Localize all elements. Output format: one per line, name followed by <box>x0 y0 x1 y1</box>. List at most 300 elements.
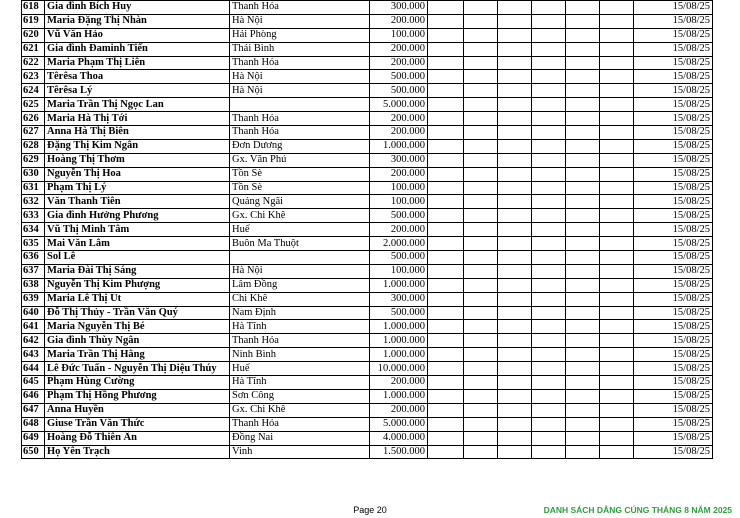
page-number: Page 20 <box>353 505 387 515</box>
donor-place: Hà Tĩnh <box>230 320 370 334</box>
empty-cell <box>464 264 498 278</box>
empty-cell <box>498 348 532 362</box>
empty-cell <box>600 292 634 306</box>
donation-date: 15/08/25 <box>634 139 713 153</box>
donation-amount: 200.000 <box>370 112 428 126</box>
empty-cell <box>498 56 532 70</box>
empty-cell <box>566 320 600 334</box>
empty-cell <box>532 445 566 459</box>
empty-cell <box>600 237 634 251</box>
empty-cell <box>464 251 498 265</box>
donation-amount: 1.000.000 <box>370 278 428 292</box>
empty-cell <box>532 389 566 403</box>
donation-date: 15/08/25 <box>634 167 713 181</box>
table-row <box>22 334 713 348</box>
donor-name: Gia đình Hưởng Phương <box>45 209 230 223</box>
empty-cell <box>498 223 532 237</box>
table-row <box>22 126 713 140</box>
empty-cell <box>498 112 532 126</box>
empty-cell <box>566 403 600 417</box>
empty-cell <box>498 14 532 28</box>
donation-amount: 200.000 <box>370 223 428 237</box>
table-row <box>22 14 713 28</box>
empty-cell <box>600 362 634 376</box>
empty-cell <box>600 209 634 223</box>
empty-cell <box>464 362 498 376</box>
donor-name: Sol Lê <box>45 251 230 265</box>
donor-place: Nam Định <box>230 306 370 320</box>
empty-cell <box>464 28 498 42</box>
empty-cell <box>532 251 566 265</box>
donation-amount: 200.000 <box>370 42 428 56</box>
donation-date: 15/08/25 <box>634 278 713 292</box>
row-number: 640 <box>22 306 45 320</box>
empty-cell <box>464 14 498 28</box>
donor-name: Vũ Thị Minh Tâm <box>45 223 230 237</box>
donation-date: 15/08/25 <box>634 84 713 98</box>
donation-date: 15/08/25 <box>634 112 713 126</box>
empty-cell <box>600 431 634 445</box>
row-number: 642 <box>22 334 45 348</box>
donation-date: 15/08/25 <box>634 362 713 376</box>
empty-cell <box>428 320 464 334</box>
donation-date: 15/08/25 <box>634 181 713 195</box>
donor-place: Buôn Ma Thuột <box>230 237 370 251</box>
donation-date: 15/08/25 <box>634 153 713 167</box>
donor-place: Hà Nội <box>230 264 370 278</box>
empty-cell <box>566 348 600 362</box>
donor-place: Gx. Chi Khê <box>230 209 370 223</box>
empty-cell <box>498 431 532 445</box>
donor-name: Maria Đặng Thị Nhàn <box>45 14 230 28</box>
donation-date: 15/08/25 <box>634 237 713 251</box>
empty-cell <box>428 42 464 56</box>
table-row <box>22 209 713 223</box>
empty-cell <box>428 126 464 140</box>
donor-place: Hải Phòng <box>230 28 370 42</box>
empty-cell <box>600 112 634 126</box>
empty-cell <box>428 98 464 112</box>
donor-place: Hà Nội <box>230 84 370 98</box>
empty-cell <box>464 306 498 320</box>
empty-cell <box>464 348 498 362</box>
donor-place: Huế <box>230 362 370 376</box>
empty-cell <box>498 42 532 56</box>
empty-cell <box>428 139 464 153</box>
donation-amount: 500.000 <box>370 306 428 320</box>
table-row <box>22 28 713 42</box>
donor-name: Mai Văn Lâm <box>45 237 230 251</box>
empty-cell <box>566 445 600 459</box>
empty-cell <box>498 195 532 209</box>
donor-name: Đặng Thị Kim Ngân <box>45 139 230 153</box>
donor-place: Thanh Hóa <box>230 334 370 348</box>
donation-date: 15/08/25 <box>634 251 713 265</box>
empty-cell <box>532 56 566 70</box>
empty-cell <box>464 431 498 445</box>
empty-cell <box>498 84 532 98</box>
table-row <box>22 417 713 431</box>
empty-cell <box>600 1 634 15</box>
donor-place: Gx. Chi Khê <box>230 403 370 417</box>
table-row <box>22 42 713 56</box>
donation-amount: 5.000.000 <box>370 417 428 431</box>
donor-name: Têrêsa Lý <box>45 84 230 98</box>
donor-name: Phạm Hùng Cường <box>45 376 230 390</box>
empty-cell <box>566 84 600 98</box>
empty-cell <box>428 403 464 417</box>
donation-date: 15/08/25 <box>634 431 713 445</box>
empty-cell <box>428 264 464 278</box>
empty-cell <box>600 139 634 153</box>
donor-name: Maria Hà Thị Tới <box>45 112 230 126</box>
empty-cell <box>566 98 600 112</box>
empty-cell <box>428 70 464 84</box>
donation-amount: 300.000 <box>370 1 428 15</box>
empty-cell <box>428 84 464 98</box>
donation-amount: 1.000.000 <box>370 389 428 403</box>
empty-cell <box>428 223 464 237</box>
table-row <box>22 251 713 265</box>
empty-cell <box>566 28 600 42</box>
donor-name: Maria Lê Thị Út <box>45 292 230 306</box>
empty-cell <box>532 1 566 15</box>
empty-cell <box>566 1 600 15</box>
empty-cell <box>428 195 464 209</box>
donation-date: 15/08/25 <box>634 1 713 15</box>
table-row <box>22 445 713 459</box>
donation-amount: 2.000.000 <box>370 237 428 251</box>
empty-cell <box>566 431 600 445</box>
donor-name: Maria Đài Thị Sáng <box>45 264 230 278</box>
empty-cell <box>428 334 464 348</box>
table-row <box>22 348 713 362</box>
donation-date: 15/08/25 <box>634 320 713 334</box>
table-row <box>22 362 713 376</box>
empty-cell <box>464 278 498 292</box>
donation-amount: 100.000 <box>370 195 428 209</box>
empty-cell <box>498 98 532 112</box>
empty-cell <box>464 126 498 140</box>
empty-cell <box>566 251 600 265</box>
row-number: 646 <box>22 389 45 403</box>
donation-amount: 200.000 <box>370 376 428 390</box>
row-number: 643 <box>22 348 45 362</box>
empty-cell <box>600 445 634 459</box>
donor-place: Sơn Công <box>230 389 370 403</box>
table-row <box>22 181 713 195</box>
empty-cell <box>498 153 532 167</box>
empty-cell <box>566 167 600 181</box>
empty-cell <box>566 278 600 292</box>
empty-cell <box>428 153 464 167</box>
table-row <box>22 1 713 15</box>
empty-cell <box>532 431 566 445</box>
donation-date: 15/08/25 <box>634 445 713 459</box>
empty-cell <box>464 112 498 126</box>
empty-cell <box>600 348 634 362</box>
empty-cell <box>428 237 464 251</box>
empty-cell <box>428 417 464 431</box>
empty-cell <box>600 264 634 278</box>
donor-place: Hà Tĩnh <box>230 376 370 390</box>
empty-cell <box>498 28 532 42</box>
donor-name: Họ Yên Trạch <box>45 445 230 459</box>
donation-date: 15/08/25 <box>634 389 713 403</box>
row-number: 638 <box>22 278 45 292</box>
empty-cell <box>532 348 566 362</box>
donor-name: Lê Đức Tuấn - Nguyễn Thị Diệu Thúy <box>45 362 230 376</box>
empty-cell <box>532 292 566 306</box>
empty-cell <box>532 98 566 112</box>
empty-cell <box>498 126 532 140</box>
table-row <box>22 56 713 70</box>
table-row <box>22 139 713 153</box>
donation-date: 15/08/25 <box>634 126 713 140</box>
donor-name: Anna Huyền <box>45 403 230 417</box>
empty-cell <box>428 181 464 195</box>
table-row <box>22 223 713 237</box>
table-row <box>22 84 713 98</box>
donation-amount: 200.000 <box>370 56 428 70</box>
empty-cell <box>600 181 634 195</box>
empty-cell <box>498 417 532 431</box>
empty-cell <box>566 306 600 320</box>
empty-cell <box>532 181 566 195</box>
donor-place: Gx. Văn Phú <box>230 153 370 167</box>
row-number: 618 <box>22 1 45 15</box>
row-number: 623 <box>22 70 45 84</box>
empty-cell <box>464 181 498 195</box>
empty-cell <box>464 195 498 209</box>
empty-cell <box>498 209 532 223</box>
empty-cell <box>428 362 464 376</box>
empty-cell <box>428 1 464 15</box>
empty-cell <box>532 278 566 292</box>
table-row <box>22 264 713 278</box>
empty-cell <box>464 389 498 403</box>
donation-date: 15/08/25 <box>634 376 713 390</box>
empty-cell <box>532 126 566 140</box>
row-number: 635 <box>22 237 45 251</box>
table-row <box>22 403 713 417</box>
empty-cell <box>532 376 566 390</box>
empty-cell <box>600 70 634 84</box>
empty-cell <box>532 403 566 417</box>
donation-date: 15/08/25 <box>634 70 713 84</box>
empty-cell <box>464 292 498 306</box>
table-row <box>22 195 713 209</box>
empty-cell <box>566 139 600 153</box>
empty-cell <box>532 153 566 167</box>
empty-cell <box>566 112 600 126</box>
empty-cell <box>498 264 532 278</box>
donation-amount: 1.000.000 <box>370 139 428 153</box>
donor-name: Hoàng Đỗ Thiên Ân <box>45 431 230 445</box>
empty-cell <box>600 14 634 28</box>
empty-cell <box>428 167 464 181</box>
empty-cell <box>566 14 600 28</box>
donor-place: Thanh Hóa <box>230 417 370 431</box>
donation-amount: 100.000 <box>370 181 428 195</box>
empty-cell <box>464 153 498 167</box>
empty-cell <box>600 167 634 181</box>
empty-cell <box>464 376 498 390</box>
donation-amount: 1.500.000 <box>370 445 428 459</box>
donor-place: Đồng Nai <box>230 431 370 445</box>
empty-cell <box>600 376 634 390</box>
empty-cell <box>464 98 498 112</box>
table-row <box>22 320 713 334</box>
row-number: 632 <box>22 195 45 209</box>
empty-cell <box>498 139 532 153</box>
empty-cell <box>566 264 600 278</box>
empty-cell <box>498 70 532 84</box>
table-body <box>22 1 713 459</box>
donor-place: Đơn Dương <box>230 139 370 153</box>
empty-cell <box>498 251 532 265</box>
donation-date: 15/08/25 <box>634 195 713 209</box>
row-number: 644 <box>22 362 45 376</box>
row-number: 619 <box>22 14 45 28</box>
donation-date: 15/08/25 <box>634 403 713 417</box>
donation-amount: 300.000 <box>370 153 428 167</box>
row-number: 641 <box>22 320 45 334</box>
donor-place: Tồn Sè <box>230 167 370 181</box>
table-row <box>22 70 713 84</box>
empty-cell <box>498 362 532 376</box>
donor-place: Hà Nội <box>230 14 370 28</box>
row-number: 648 <box>22 417 45 431</box>
donation-amount: 1.000.000 <box>370 348 428 362</box>
empty-cell <box>532 320 566 334</box>
empty-cell <box>532 167 566 181</box>
empty-cell <box>532 417 566 431</box>
donation-date: 15/08/25 <box>634 292 713 306</box>
donor-place: Thái Bình <box>230 42 370 56</box>
empty-cell <box>600 195 634 209</box>
donation-date: 15/08/25 <box>634 264 713 278</box>
empty-cell <box>498 376 532 390</box>
row-number: 626 <box>22 112 45 126</box>
empty-cell <box>566 56 600 70</box>
empty-cell <box>428 209 464 223</box>
row-number: 631 <box>22 181 45 195</box>
empty-cell <box>532 28 566 42</box>
empty-cell <box>600 28 634 42</box>
donation-amount: 5.000.000 <box>370 98 428 112</box>
empty-cell <box>566 181 600 195</box>
donation-amount: 500.000 <box>370 70 428 84</box>
empty-cell <box>532 42 566 56</box>
empty-cell <box>600 98 634 112</box>
donation-amount: 200.000 <box>370 403 428 417</box>
donor-place: Vinh <box>230 445 370 459</box>
empty-cell <box>566 70 600 84</box>
row-number: 627 <box>22 126 45 140</box>
donation-date: 15/08/25 <box>634 28 713 42</box>
donation-date: 15/08/25 <box>634 56 713 70</box>
empty-cell <box>532 223 566 237</box>
empty-cell <box>464 445 498 459</box>
donor-name: Maria Trần Thị Hằng <box>45 348 230 362</box>
donation-amount: 200.000 <box>370 14 428 28</box>
donor-name: Gia đình Bích Huy <box>45 1 230 15</box>
empty-cell <box>464 237 498 251</box>
empty-cell <box>532 70 566 84</box>
empty-cell <box>600 223 634 237</box>
empty-cell <box>566 195 600 209</box>
empty-cell <box>498 389 532 403</box>
empty-cell <box>566 237 600 251</box>
row-number: 647 <box>22 403 45 417</box>
donor-name: Văn Thanh Tiên <box>45 195 230 209</box>
table-row <box>22 389 713 403</box>
empty-cell <box>428 445 464 459</box>
donor-place: Huế <box>230 223 370 237</box>
empty-cell <box>428 348 464 362</box>
empty-cell <box>532 237 566 251</box>
donation-amount: 300.000 <box>370 292 428 306</box>
empty-cell <box>600 56 634 70</box>
document-title: DANH SÁCH DÂNG CÚNG THÁNG 8 NĂM 2025 <box>543 505 732 515</box>
donor-place: Thanh Hóa <box>230 126 370 140</box>
donor-name: Đỗ Thị Thủy - Trần Văn Quý <box>45 306 230 320</box>
empty-cell <box>498 403 532 417</box>
empty-cell <box>532 84 566 98</box>
donor-name: Anna Hà Thị Biên <box>45 126 230 140</box>
donor-name: Têrêsa Thoa <box>45 70 230 84</box>
empty-cell <box>498 320 532 334</box>
empty-cell <box>600 84 634 98</box>
empty-cell <box>464 139 498 153</box>
empty-cell <box>498 167 532 181</box>
donation-amount: 1.000.000 <box>370 334 428 348</box>
empty-cell <box>532 362 566 376</box>
empty-cell <box>532 209 566 223</box>
empty-cell <box>566 126 600 140</box>
empty-cell <box>600 251 634 265</box>
empty-cell <box>600 320 634 334</box>
row-number: 637 <box>22 264 45 278</box>
table-row <box>22 431 713 445</box>
empty-cell <box>532 195 566 209</box>
empty-cell <box>464 403 498 417</box>
row-number: 639 <box>22 292 45 306</box>
empty-cell <box>566 389 600 403</box>
empty-cell <box>600 334 634 348</box>
row-number: 629 <box>22 153 45 167</box>
donation-amount: 200.000 <box>370 126 428 140</box>
empty-cell <box>428 292 464 306</box>
empty-cell <box>498 237 532 251</box>
row-number: 622 <box>22 56 45 70</box>
donor-place: Chi Khê <box>230 292 370 306</box>
donation-amount: 1.000.000 <box>370 320 428 334</box>
donor-place <box>230 98 370 112</box>
donation-date: 15/08/25 <box>634 223 713 237</box>
empty-cell <box>428 306 464 320</box>
empty-cell <box>532 264 566 278</box>
donor-name: Maria Phạm Thị Liên <box>45 56 230 70</box>
empty-cell <box>532 14 566 28</box>
donor-name: Gia đình Thùy Ngân <box>45 334 230 348</box>
donation-amount: 500.000 <box>370 209 428 223</box>
row-number: 650 <box>22 445 45 459</box>
table-row <box>22 98 713 112</box>
empty-cell <box>464 56 498 70</box>
donation-date: 15/08/25 <box>634 417 713 431</box>
